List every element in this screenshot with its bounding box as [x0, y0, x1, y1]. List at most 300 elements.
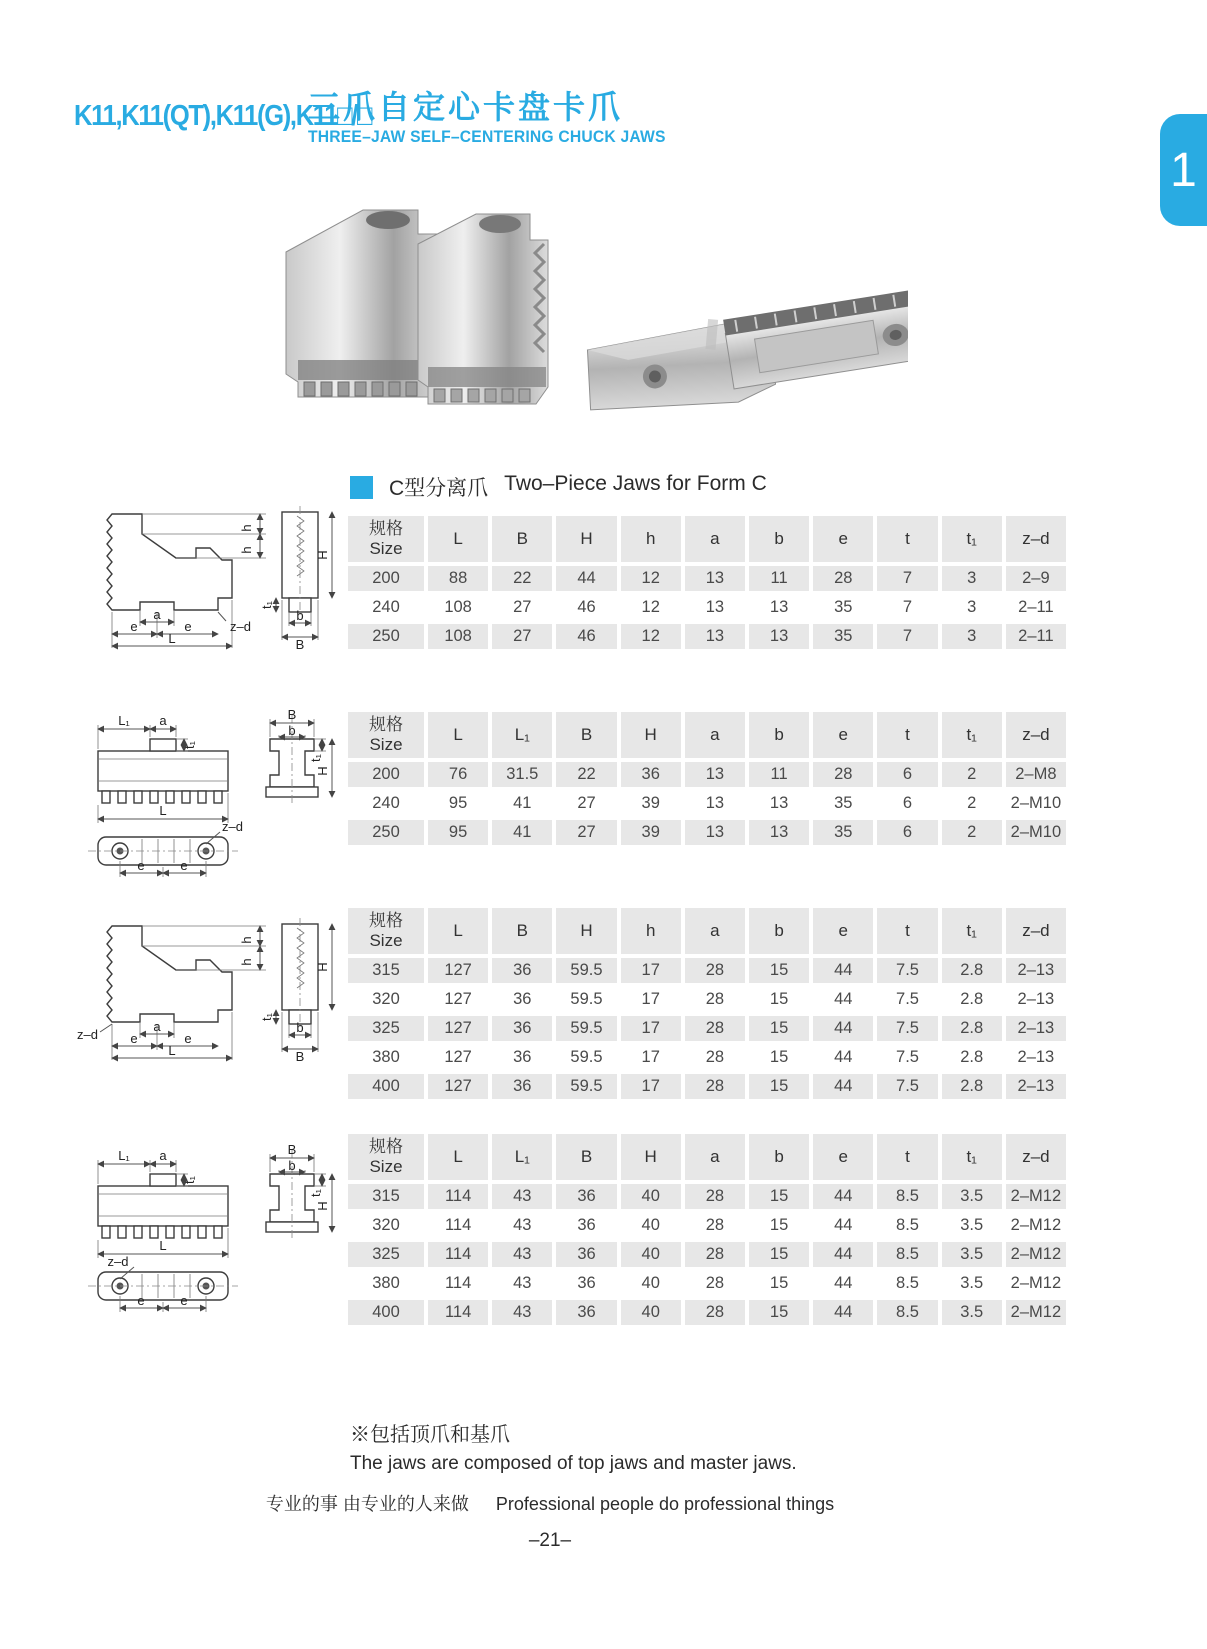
table-cell: 2.8 [942, 958, 1002, 983]
table-cell: 13 [749, 820, 809, 845]
table-cell: 41 [492, 820, 552, 845]
table-cell: 3.5 [942, 1300, 1002, 1325]
table-cell: 17 [621, 1016, 681, 1041]
column-header: z–d [1006, 1134, 1066, 1180]
table-cell: 22 [556, 762, 616, 787]
table-cell: 13 [685, 595, 745, 620]
table-cell: 43 [492, 1300, 552, 1325]
dim-label-B: B [295, 1049, 305, 1062]
table-cell: 2–M10 [1006, 791, 1066, 816]
table-cell: 28 [685, 1242, 745, 1267]
table-cell: 2 [942, 762, 1002, 787]
dim-label-L1: L₁ [118, 713, 130, 728]
table-cell: 127 [428, 958, 488, 983]
table-cell: 44 [556, 566, 616, 591]
table-cell: 13 [749, 624, 809, 649]
chapter-tab [1160, 114, 1207, 226]
table-cell: 22 [492, 566, 552, 591]
table-cell: 28 [685, 1213, 745, 1238]
table-cell: 13 [749, 791, 809, 816]
column-header: t [877, 516, 937, 562]
table-cell: 43 [492, 1242, 552, 1267]
table-cell: 43 [492, 1213, 552, 1238]
table-cell: 13 [685, 762, 745, 787]
table-cell: 28 [813, 762, 873, 787]
dim-label-L: L [168, 1043, 176, 1058]
dim-label-B: B [295, 637, 305, 650]
table-cell: 400 [348, 1074, 424, 1099]
dim-label-e2: e [180, 1293, 188, 1308]
column-header: L₁ [492, 712, 552, 758]
column-header: L [428, 1134, 488, 1180]
table-cell: 28 [685, 1184, 745, 1209]
table-cell: 325 [348, 1242, 424, 1267]
column-header: B [556, 712, 616, 758]
table-cell: 114 [428, 1271, 488, 1296]
column-header: 规格 Size [348, 712, 424, 758]
table-cell: 114 [428, 1184, 488, 1209]
table-cell: 15 [749, 987, 809, 1012]
table-cell: 315 [348, 1184, 424, 1209]
table-cell: 2 [942, 791, 1002, 816]
column-header: z–d [1006, 516, 1066, 562]
table-cell: 17 [621, 958, 681, 983]
table-cell: 36 [556, 1300, 616, 1325]
table-cell: 40 [621, 1213, 681, 1238]
footnote-chinese: ※包括顶爪和基爪 [350, 1424, 510, 1446]
table-cell: 36 [492, 987, 552, 1012]
drawing-master-jaw-small [70, 695, 338, 885]
top-jaw-photo-front [418, 214, 548, 404]
table-cell: 17 [621, 1045, 681, 1070]
column-header: H [621, 712, 681, 758]
dim-label-t1b: t₁ [308, 1189, 323, 1197]
table-cell: 240 [348, 791, 424, 816]
page-title-english: THREE–JAW SELF–CENTERING CHUCK JAWS [308, 128, 666, 146]
table-cell: 27 [492, 624, 552, 649]
column-header: z–d [1006, 908, 1066, 954]
table-cell: 28 [685, 1300, 745, 1325]
table-cell: 3.5 [942, 1271, 1002, 1296]
dim-label-L: L [159, 1238, 167, 1253]
table-cell: 36 [492, 1016, 552, 1041]
dim-label-L: L [159, 803, 167, 818]
table-cell: 36 [492, 958, 552, 983]
dim-label-B: B [287, 707, 297, 722]
table-cell: 7.5 [877, 987, 937, 1012]
column-header: e [813, 516, 873, 562]
table-cell: 13 [749, 595, 809, 620]
table-cell: 28 [813, 566, 873, 591]
table-cell: 2–M12 [1006, 1271, 1066, 1296]
dim-label-zd: z–d [222, 819, 243, 834]
table-cell: 8.5 [877, 1242, 937, 1267]
table-cell: 8.5 [877, 1271, 937, 1296]
table-cell: 7 [877, 566, 937, 591]
dim-label-h1: h [239, 936, 254, 944]
dim-label-e1: e [130, 1031, 138, 1046]
dim-label-b: b [288, 723, 296, 738]
column-header: H [556, 908, 616, 954]
spec-table-3 [348, 908, 1066, 1099]
spec-table-2 [348, 712, 1066, 845]
table-cell: 44 [813, 987, 873, 1012]
table-cell: 2 [942, 820, 1002, 845]
dim-label-H: H [315, 550, 330, 560]
dim-label-e2: e [180, 858, 188, 873]
column-header: t [877, 908, 937, 954]
table-cell: 36 [492, 1074, 552, 1099]
table-cell: 59.5 [556, 987, 616, 1012]
footer-slogan-english: Professional people do professional things [495, 1494, 835, 1514]
column-header: t [877, 712, 937, 758]
table-cell: 41 [492, 791, 552, 816]
table-cell: 28 [685, 1016, 745, 1041]
column-header: t₁ [942, 1134, 1002, 1180]
table-cell: 2.8 [942, 1016, 1002, 1041]
column-header: 规格 Size [348, 516, 424, 562]
dim-label-h2: h [239, 958, 254, 966]
dim-label-t1: t₁ [259, 1013, 274, 1021]
table-cell: 39 [621, 791, 681, 816]
table-cell: 2–M12 [1006, 1213, 1066, 1238]
table-cell: 44 [813, 1242, 873, 1267]
dim-label-b: b [296, 608, 304, 623]
dim-label-e2: e [184, 619, 192, 634]
dim-label-H: H [315, 1201, 330, 1211]
table-cell: 40 [621, 1271, 681, 1296]
product-photo [268, 182, 908, 430]
table-cell: 15 [749, 1045, 809, 1070]
table-cell: 3 [942, 624, 1002, 649]
table-cell: 59.5 [556, 958, 616, 983]
column-header: L₁ [492, 1134, 552, 1180]
table-cell: 31.5 [492, 762, 552, 787]
table-cell: 28 [685, 958, 745, 983]
spec-table-4 [348, 1134, 1066, 1325]
dim-label-zd: z–d [107, 1254, 129, 1269]
table-cell: 320 [348, 1213, 424, 1238]
column-header: t₁ [942, 908, 1002, 954]
column-header: a [685, 908, 745, 954]
page-title-chinese: 三爪自定心卡盘卡爪 [308, 89, 624, 125]
drawing-top-jaw-small [70, 500, 338, 650]
dim-label-a: a [159, 1148, 167, 1163]
column-header: e [813, 1134, 873, 1180]
table-cell: 114 [428, 1300, 488, 1325]
column-header: t₁ [942, 712, 1002, 758]
dim-label-e1: e [137, 858, 145, 873]
table-cell: 250 [348, 820, 424, 845]
dim-label-e2: e [184, 1031, 192, 1046]
table-cell: 44 [813, 1074, 873, 1099]
table-cell: 2.8 [942, 1074, 1002, 1099]
column-header: b [749, 516, 809, 562]
page-footer [0, 1490, 1100, 1552]
dim-label-B: B [287, 1142, 297, 1157]
dim-label-zd: z–d [230, 619, 251, 634]
side-view-body [98, 1186, 228, 1226]
spec-table-1 [348, 516, 1066, 649]
table-cell: 15 [749, 958, 809, 983]
table-cell: 40 [621, 1300, 681, 1325]
footnote-english: The jaws are composed of top jaws and master jaws. [350, 1453, 797, 1474]
table-cell: 44 [813, 1045, 873, 1070]
table-cell: 15 [749, 1300, 809, 1325]
table-cell: 15 [749, 1271, 809, 1296]
table-cell: 380 [348, 1045, 424, 1070]
table-cell: 13 [685, 624, 745, 649]
table-cell: 44 [813, 1213, 873, 1238]
table-cell: 7 [877, 595, 937, 620]
column-header: t [877, 1134, 937, 1180]
table-cell: 44 [813, 1016, 873, 1041]
column-header: h [621, 908, 681, 954]
side-view-teeth [102, 791, 222, 803]
table-cell: 2–M12 [1006, 1184, 1066, 1209]
table-cell: 44 [813, 1271, 873, 1296]
table-cell: 108 [428, 595, 488, 620]
column-header: b [749, 712, 809, 758]
side-view-tab [150, 1174, 176, 1186]
table-cell: 7.5 [877, 1074, 937, 1099]
table-cell: 250 [348, 624, 424, 649]
table-cell: 44 [813, 1300, 873, 1325]
table-cell: 35 [813, 820, 873, 845]
table-cell: 11 [749, 762, 809, 787]
table-cell: 2–13 [1006, 1074, 1066, 1099]
table-cell: 15 [749, 1016, 809, 1041]
table-cell: 12 [621, 595, 681, 620]
column-header: h [621, 516, 681, 562]
page-number: –21– [528, 1530, 572, 1551]
table-cell: 12 [621, 624, 681, 649]
column-header: H [621, 1134, 681, 1180]
table-cell: 325 [348, 1016, 424, 1041]
table-cell: 7.5 [877, 958, 937, 983]
dim-label-t1: t₁ [182, 741, 197, 749]
column-header: e [813, 908, 873, 954]
table-cell: 15 [749, 1184, 809, 1209]
table-cell: 88 [428, 566, 488, 591]
table-cell: 240 [348, 595, 424, 620]
table-cell: 13 [685, 820, 745, 845]
column-header: B [556, 1134, 616, 1180]
table-cell: 17 [621, 1074, 681, 1099]
table-cell: 8.5 [877, 1213, 937, 1238]
section-bullet-square [350, 476, 373, 499]
master-jaw-photo-rail [723, 289, 908, 389]
column-header: a [685, 712, 745, 758]
table-cell: 3 [942, 595, 1002, 620]
table-cell: 127 [428, 987, 488, 1012]
dim-label-b: b [296, 1020, 304, 1035]
table-cell: 59.5 [556, 1074, 616, 1099]
dim-label-e1: e [130, 619, 138, 634]
table-cell: 7.5 [877, 1045, 937, 1070]
table-cell: 28 [685, 1271, 745, 1296]
table-cell: 7.5 [877, 1016, 937, 1041]
table-cell: 3.5 [942, 1184, 1002, 1209]
table-cell: 315 [348, 958, 424, 983]
side-view-teeth [102, 1226, 222, 1238]
footer-slogan-chinese: 专业的事 由专业的人来做 [265, 1494, 469, 1514]
table-cell: 2–13 [1006, 1016, 1066, 1041]
table-cell: 127 [428, 1074, 488, 1099]
table-cell: 43 [492, 1184, 552, 1209]
table-cell: 59.5 [556, 1016, 616, 1041]
table-cell: 12 [621, 566, 681, 591]
table-cell: 59.5 [556, 1045, 616, 1070]
side-view-outline [107, 514, 232, 610]
table-cell: 127 [428, 1045, 488, 1070]
table-cell: 35 [813, 791, 873, 816]
column-header: z–d [1006, 712, 1066, 758]
column-header: 规格 Size [348, 1134, 424, 1180]
table-cell: 15 [749, 1074, 809, 1099]
side-view-body [98, 751, 228, 791]
dim-label-H: H [315, 766, 330, 776]
table-cell: 6 [877, 791, 937, 816]
dim-label-t1: t₁ [259, 601, 274, 609]
table-cell: 2–11 [1006, 624, 1066, 649]
chapter-number: 1 [1170, 143, 1197, 197]
table-cell: 35 [813, 624, 873, 649]
table-cell: 28 [685, 987, 745, 1012]
table-cell: 40 [621, 1242, 681, 1267]
table-cell: 40 [621, 1184, 681, 1209]
table-cell: 76 [428, 762, 488, 787]
section-header [350, 472, 767, 502]
table-cell: 200 [348, 566, 424, 591]
table-cell: 6 [877, 762, 937, 787]
table-cell: 108 [428, 624, 488, 649]
dim-label-zd: z–d [77, 1027, 98, 1042]
footnote [350, 1418, 797, 1475]
table-cell: 2–9 [1006, 566, 1066, 591]
column-header: L [428, 908, 488, 954]
table-cell: 46 [556, 624, 616, 649]
table-cell: 6 [877, 820, 937, 845]
column-header: B [492, 908, 552, 954]
table-cell: 36 [556, 1242, 616, 1267]
table-cell: 127 [428, 1016, 488, 1041]
table-cell: 36 [556, 1184, 616, 1209]
dim-label-h1: h [239, 524, 254, 532]
column-header: t₁ [942, 516, 1002, 562]
dim-label-t1: t₁ [182, 1176, 197, 1184]
table-cell: 28 [685, 1074, 745, 1099]
table-cell: 8.5 [877, 1184, 937, 1209]
side-view-outline [107, 926, 232, 1022]
table-cell: 114 [428, 1242, 488, 1267]
section-title-english: Two–Piece Jaws for Form C [504, 472, 767, 495]
top-jaw-photo-back [286, 210, 440, 397]
column-header: a [685, 1134, 745, 1180]
column-header: b [749, 1134, 809, 1180]
table-cell: 44 [813, 958, 873, 983]
table-cell: 35 [813, 595, 873, 620]
table-cell: 36 [556, 1213, 616, 1238]
table-cell: 13 [685, 791, 745, 816]
drawing-master-jaw-large [70, 1130, 338, 1320]
table-cell: 7 [877, 624, 937, 649]
table-cell: 44 [813, 1184, 873, 1209]
table-cell: 400 [348, 1300, 424, 1325]
column-header: b [749, 908, 809, 954]
dim-label-L: L [168, 631, 176, 646]
table-cell: 27 [556, 820, 616, 845]
dim-label-e1: e [137, 1293, 145, 1308]
table-cell: 17 [621, 987, 681, 1012]
table-cell: 2.8 [942, 987, 1002, 1012]
table-cell: 200 [348, 762, 424, 787]
section-title-chinese: C型分离爪 [389, 477, 489, 500]
table-cell: 2–M12 [1006, 1300, 1066, 1325]
table-cell: 2–13 [1006, 987, 1066, 1012]
column-header: 规格 Size [348, 908, 424, 954]
table-cell: 36 [556, 1271, 616, 1296]
dim-label-a: a [153, 1019, 161, 1034]
dim-label-a: a [153, 607, 161, 622]
table-cell: 2–M8 [1006, 762, 1066, 787]
dim-label-L1: L₁ [118, 1148, 130, 1163]
table-cell: 2–13 [1006, 958, 1066, 983]
table-cell: 2.8 [942, 1045, 1002, 1070]
model-code: K11,K11(QT),K11(G),K11□/□ [74, 100, 372, 132]
table-cell: 95 [428, 820, 488, 845]
table-cell: 114 [428, 1213, 488, 1238]
column-header: a [685, 516, 745, 562]
table-cell: 3.5 [942, 1242, 1002, 1267]
table-cell: 36 [492, 1045, 552, 1070]
drawing-top-jaw-large [70, 912, 338, 1062]
table-cell: 95 [428, 791, 488, 816]
table-cell: 46 [556, 595, 616, 620]
dim-label-a: a [159, 713, 167, 728]
table-cell: 2–M10 [1006, 820, 1066, 845]
table-cell: 3 [942, 566, 1002, 591]
table-cell: 8.5 [877, 1300, 937, 1325]
table-cell: 2–11 [1006, 595, 1066, 620]
column-header: e [813, 712, 873, 758]
table-cell: 2–M12 [1006, 1242, 1066, 1267]
column-header: H [556, 516, 616, 562]
table-cell: 15 [749, 1242, 809, 1267]
table-cell: 11 [749, 566, 809, 591]
dim-label-b: b [288, 1158, 296, 1173]
dim-label-H: H [315, 962, 330, 972]
column-header: L [428, 516, 488, 562]
table-cell: 27 [492, 595, 552, 620]
column-header: L [428, 712, 488, 758]
table-cell: 13 [685, 566, 745, 591]
table-cell: 380 [348, 1271, 424, 1296]
table-cell: 320 [348, 987, 424, 1012]
table-cell: 39 [621, 820, 681, 845]
side-view-tab [150, 739, 176, 751]
table-cell: 28 [685, 1045, 745, 1070]
column-header: B [492, 516, 552, 562]
table-cell: 3.5 [942, 1213, 1002, 1238]
table-cell: 36 [621, 762, 681, 787]
table-cell: 27 [556, 791, 616, 816]
dim-label-h2: h [239, 546, 254, 554]
table-cell: 43 [492, 1271, 552, 1296]
dim-label-t1b: t₁ [308, 754, 323, 762]
table-cell: 2–13 [1006, 1045, 1066, 1070]
table-cell: 15 [749, 1213, 809, 1238]
